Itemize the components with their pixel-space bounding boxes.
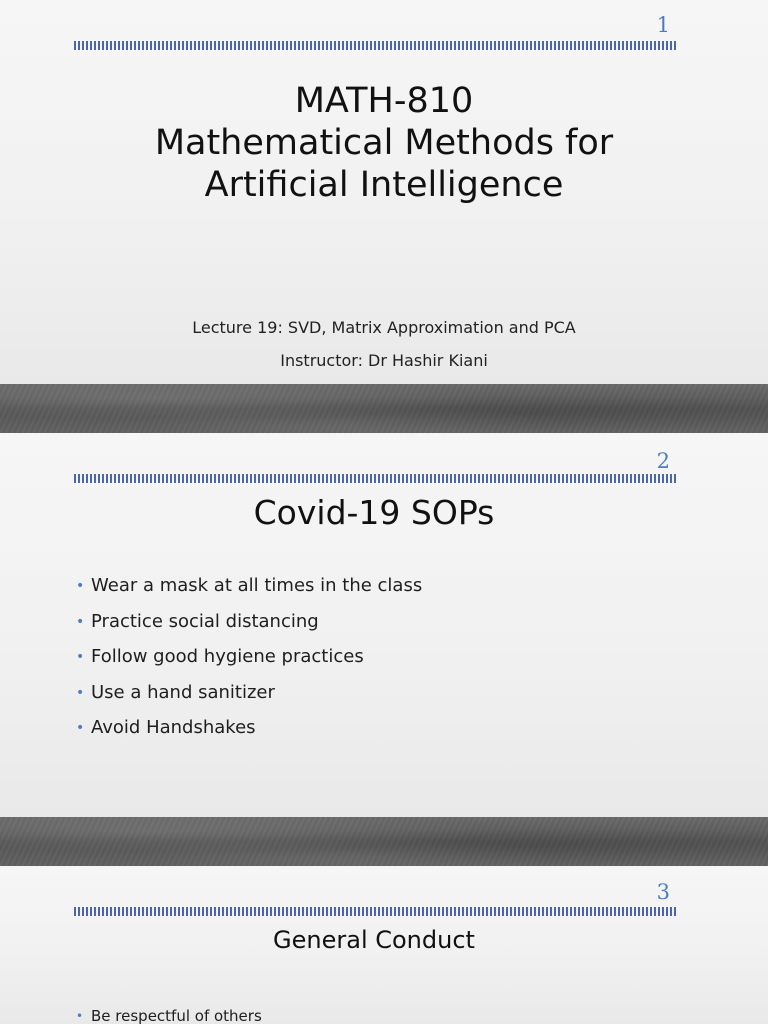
bullet-text: Wear a mask at all times in the class xyxy=(91,575,423,596)
bullet-text: Use a hand sanitizer xyxy=(91,681,275,703)
slide-separator xyxy=(0,817,768,866)
slide-1 xyxy=(0,0,768,384)
title-line: MATH-810 xyxy=(294,81,474,121)
bullet-icon: • xyxy=(76,578,85,594)
bullet-list xyxy=(76,1006,262,1024)
bullet-icon: • xyxy=(76,684,85,701)
title-line: Mathematical Methods for xyxy=(154,123,614,163)
bullet-text: Be respectful of others xyxy=(91,1007,262,1024)
slide-number: 1 xyxy=(656,13,670,37)
list-item xyxy=(76,1006,262,1024)
bullet-icon: • xyxy=(76,649,85,665)
dashed-rule xyxy=(74,41,677,50)
list-item xyxy=(76,715,422,751)
slide-3 xyxy=(0,866,768,1024)
slide-title: General Conduct xyxy=(273,926,475,954)
bullet-text: Follow good hygiene practices xyxy=(91,646,364,667)
list-item xyxy=(76,680,422,716)
slide-title xyxy=(0,80,768,206)
slide-2 xyxy=(0,433,768,817)
slide-number: 3 xyxy=(656,880,670,904)
bullet-text: Practice social distancing xyxy=(91,610,319,632)
slide-separator xyxy=(0,384,768,433)
list-item xyxy=(76,609,422,645)
slide-title: Covid-19 SOPs xyxy=(253,493,495,532)
dashed-rule xyxy=(74,907,677,916)
slide-number: 2 xyxy=(656,449,670,473)
dashed-rule xyxy=(74,474,677,483)
bullet-icon: • xyxy=(76,1009,84,1023)
bullet-text: Avoid Handshakes xyxy=(91,717,256,738)
bullet-icon: • xyxy=(76,720,85,736)
list-item xyxy=(76,644,422,680)
instructor-subtitle: Instructor: Dr Hashir Kiani xyxy=(280,351,488,370)
list-item xyxy=(76,573,422,609)
lecture-subtitle: Lecture 19: SVD, Matrix Approximation and PCA xyxy=(192,318,576,337)
title-line: Artificial Intelligence xyxy=(204,165,564,205)
bullet-list xyxy=(76,573,422,751)
bullet-icon: • xyxy=(76,613,85,630)
